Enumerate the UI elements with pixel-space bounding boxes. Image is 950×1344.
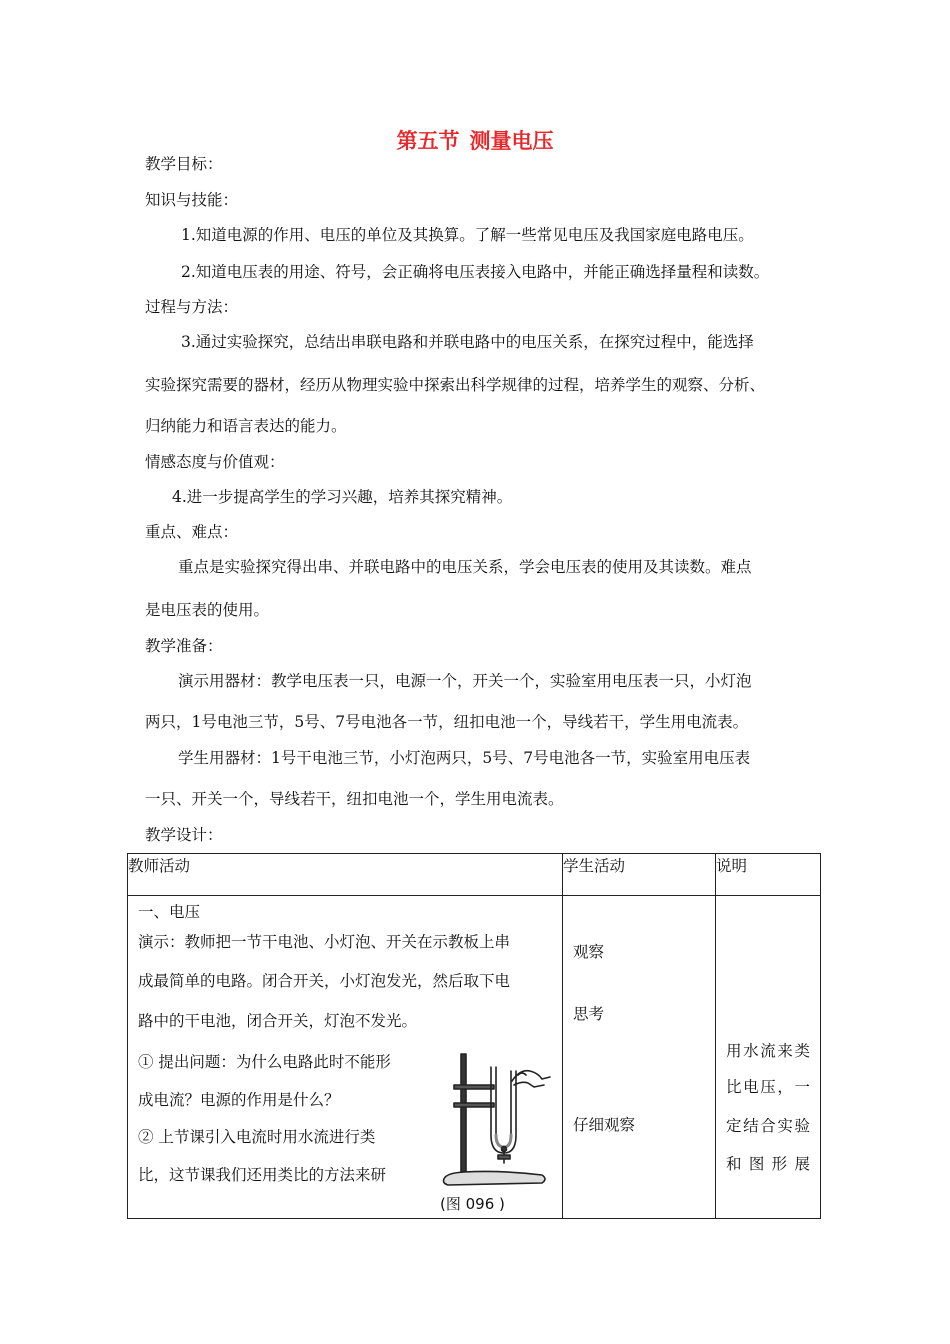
- demo-materials-line-2: 两只，1号电池三节，5号、7号电池各一节，纽扣电池一个，导线若干，学生用电流表。: [145, 713, 749, 731]
- note-line: 定结合实验: [726, 1117, 810, 1135]
- knowledge-item-1: 1.知道电源的作用、电压的单位及其换算。了解一些常见电压及我国家庭电路电压。: [181, 226, 754, 244]
- water-flow-apparatus-figure: [434, 1051, 552, 1216]
- teacher-line: ① 提出问题：为什么电路此时不能形: [138, 1053, 391, 1071]
- teacher-line: 成最简单的电路。闭合开关，小灯泡发光，然后取下电: [138, 972, 511, 990]
- figure-caption: (图 096 ): [440, 1195, 505, 1213]
- teacher-line: 路中的干电池，闭合开关，灯泡不发光。: [138, 1012, 418, 1030]
- teacher-line: 成电流？电源的作用是什么？: [138, 1091, 340, 1109]
- process-heading: 过程与方法：: [145, 298, 239, 316]
- teaching-design-table: [127, 853, 821, 1219]
- section-number: 第五节: [396, 129, 460, 153]
- key-points-line-1: 重点是实验探究得出串、并联电路中的电压关系，学会电压表的使用及其读数。难点: [178, 558, 752, 576]
- goals-heading: 教学目标：: [145, 155, 223, 173]
- header-notes: 说明: [716, 854, 821, 896]
- note-line: 和 图 形 展: [726, 1155, 810, 1173]
- teacher-line: 比，这节课我们还用类比的方法来研: [138, 1166, 387, 1184]
- table-row: [128, 896, 821, 1219]
- note-line: 比电压，一: [726, 1078, 810, 1096]
- attitude-heading: 情感态度与价值观：: [145, 453, 285, 471]
- process-item-line-3: 归纳能力和语言表达的能力。: [145, 417, 347, 435]
- teacher-line: 演示：教师把一节干电池、小灯泡、开关在示教板上串: [138, 933, 511, 951]
- key-points-line-2: 是电压表的使用。: [145, 601, 270, 619]
- teacher-activity-cell: [128, 896, 563, 1219]
- notes-cell: [716, 896, 821, 1219]
- note-line: 用水流来类: [726, 1042, 810, 1060]
- attitude-item: 4.进一步提高学生的学习兴趣，培养其探究精神。: [172, 488, 513, 506]
- student-materials-line-2: 一只、开关一个，导线若干，纽扣电池一个，学生用电流表。: [145, 790, 564, 808]
- knowledge-item-2: 2.知道电压表的用途、符号，会正确将电压表接入电路中，并能正确选择量程和读数。: [181, 263, 770, 281]
- design-heading: 教学设计：: [145, 826, 223, 844]
- student-materials-line-1: 学生用器材：1号干电池三节，小灯泡两只，5号、7号电池各一节，实验室用电压表: [178, 749, 751, 767]
- process-item-line-2: 实验探究需要的器材，经历从物理实验中探索出科学规律的过程，培养学生的观察、分析、: [145, 376, 766, 394]
- demo-materials-line-1: 演示用器材：教学电压表一只，电源一个，开关一个，实验室用电压表一只，小灯泡: [178, 672, 752, 690]
- teacher-line: ② 上节课引入电流时用水流进行类: [138, 1128, 376, 1146]
- key-points-heading: 重点、难点：: [145, 523, 239, 541]
- student-line: 观察: [573, 943, 605, 961]
- page-title: [0, 128, 950, 154]
- student-line: 思考: [573, 1005, 605, 1023]
- section-topic: 测量电压: [469, 129, 554, 153]
- teacher-line: 一、电压: [138, 903, 201, 921]
- header-student-activity: 学生活动: [563, 854, 716, 896]
- header-teacher-activity: 教师活动: [128, 854, 563, 896]
- student-activity-cell: [563, 896, 716, 1219]
- process-item-line-1: 3.通过实验探究，总结出串联电路和并联电路中的电压关系，在探究过程中，能选择: [181, 333, 754, 351]
- preparation-heading: 教学准备：: [145, 637, 223, 655]
- table-header-row: [128, 854, 821, 896]
- knowledge-heading: 知识与技能：: [145, 191, 239, 209]
- student-line: 仔细观察: [573, 1116, 636, 1134]
